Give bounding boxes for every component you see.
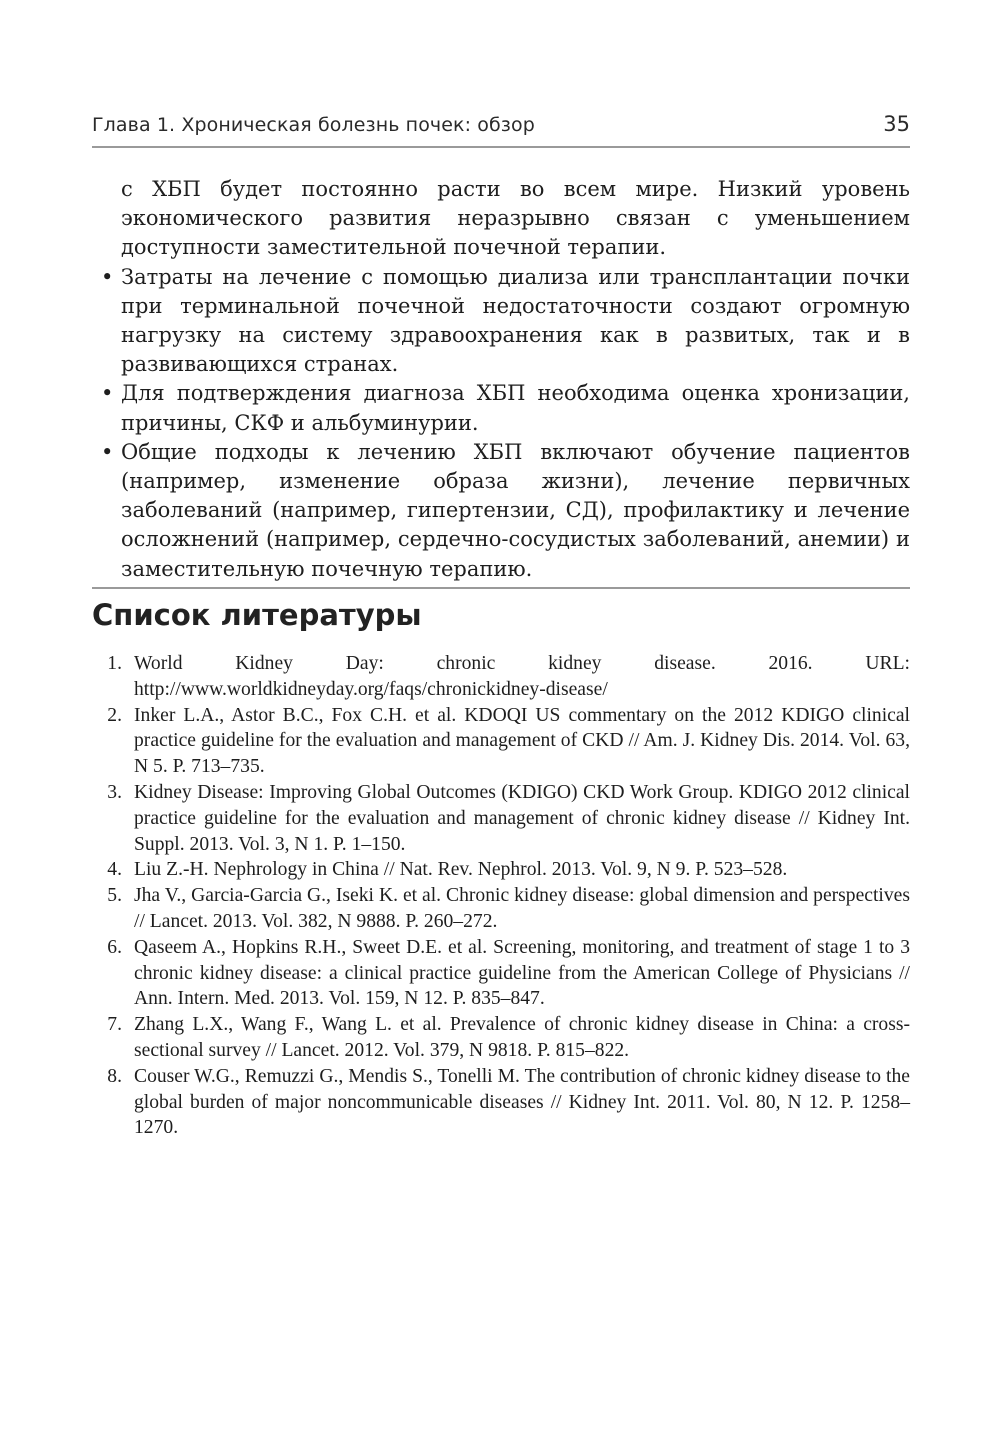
- reference-number: 6.: [107, 936, 122, 958]
- body-text: [92, 175, 910, 584]
- reference-text: Kidney Disease: Improving Global Outcomes (KDIGO) CKD Work Group. KDIGO 2012 clinical practice guideline for the evaluation and management of chronic kidney disease // Kidney Int. Suppl. 2013. Vol. 3, N 1. P. 1–150.: [134, 781, 910, 855]
- reference-item: [92, 651, 910, 703]
- reference-text: Couser W.G., Remuzzi G., Mendis S., Tonelli M. The contribution of chronic kidney disease to the global burden of major noncommunicable diseases // Kidney Int. 2011. Vol. 80, N 12. P. 1258–1270.: [134, 1065, 910, 1139]
- bullet-item: [92, 263, 910, 380]
- bullet-item: [92, 379, 910, 437]
- references-heading: Список литературы: [92, 598, 422, 632]
- reference-number: 1.: [107, 653, 122, 674]
- bullet-text: Затраты на лечение с помощью диализа или трансплантации почки при терминальной почечной недостаточности создают огромную нагрузку на систему здравоохранения как в развитых, так и в развивающихся странах.: [121, 264, 910, 377]
- reference-text: Zhang L.X., Wang F., Wang L. et al. Prevalence of chronic kidney disease in China: a cross-sectional survey // Lancet. 2012. Vol. 379, N 9818. P. 815–822.: [134, 1014, 910, 1061]
- reference-text: Jha V., Garcia-Garcia G., Iseki K. et al. Chronic kidney disease: global dimension and perspectives // Lancet. 2013. Vol. 382, N 9888. P. 260–272.: [134, 885, 910, 932]
- reference-number: 2.: [107, 704, 122, 726]
- bullet-marker: •: [101, 381, 114, 406]
- chapter-title: Глава 1. Хроническая болезнь почек: обзор: [92, 114, 535, 136]
- bullet-text: Для подтверждения диагноза ХБП необходима оценка хронизации, причины, СКФ и альбуминурии.: [121, 381, 910, 435]
- reference-number: 5.: [107, 885, 122, 907]
- reference-item: [92, 780, 910, 857]
- reference-item: [92, 883, 910, 935]
- bullet-list: [92, 263, 910, 584]
- bullet-marker: •: [101, 439, 114, 464]
- reference-list: [92, 651, 910, 1141]
- bullet-text: Общие подходы к лечению ХБП включают обучение пациентов (например, изменение образа жизни), лечение первичных заболеваний (например, гипертензии, СД), профилактику и лечение осложнений (например, сердечно-сосудистых заболеваний, анемии) и заместительную почечную терапию.: [121, 439, 910, 581]
- reference-item: [92, 1064, 910, 1141]
- reference-item: [92, 857, 910, 883]
- reference-item: [92, 935, 910, 1012]
- reference-number: 8.: [107, 1065, 122, 1087]
- reference-text: Inker L.A., Astor B.C., Fox C.H. et al. KDOQI US commentary on the 2012 KDIGO clinical practice guideline for the evaluation and management of CKD // Am. J. Kidney Dis. 2014. Vol. 63, N 5. P. 713–735.: [134, 704, 910, 778]
- bullet-item: [92, 438, 910, 584]
- reference-item: [92, 703, 910, 780]
- page-number: 35: [883, 112, 910, 136]
- reference-text: Qaseem A., Hopkins R.H., Sweet D.E. et al. Screening, monitoring, and treatment of stage 1 to 3 chronic kidney disease: a clinical practice guideline from the American College of Physicians // Ann. Intern. Med. 2013. Vol. 159, N 12. P. 835–847.: [134, 936, 910, 1010]
- reference-number: 3.: [107, 781, 122, 803]
- reference-text: Liu Z.-H. Nephrology in China // Nat. Rev. Nephrol. 2013. Vol. 9, N 9. P. 523–528.: [134, 859, 788, 881]
- reference-item: [92, 1012, 910, 1064]
- bullet-marker: •: [101, 264, 114, 289]
- reference-text: World Kidney Day: chronic kidney disease. 2016. URL: http://www.worldkidneyday.org/faqs/chronickidney-disease/: [134, 653, 910, 700]
- reference-number: 4.: [107, 859, 122, 881]
- section-divider: [92, 587, 910, 589]
- reference-number: 7.: [107, 1014, 122, 1036]
- continuation-paragraph: с ХБП будет постоянно расти во всем мире. Низкий уровень экономического развития неразрывно связан с уменьшением доступности заместительной почечной терапии.: [121, 177, 910, 260]
- running-header: [92, 112, 910, 148]
